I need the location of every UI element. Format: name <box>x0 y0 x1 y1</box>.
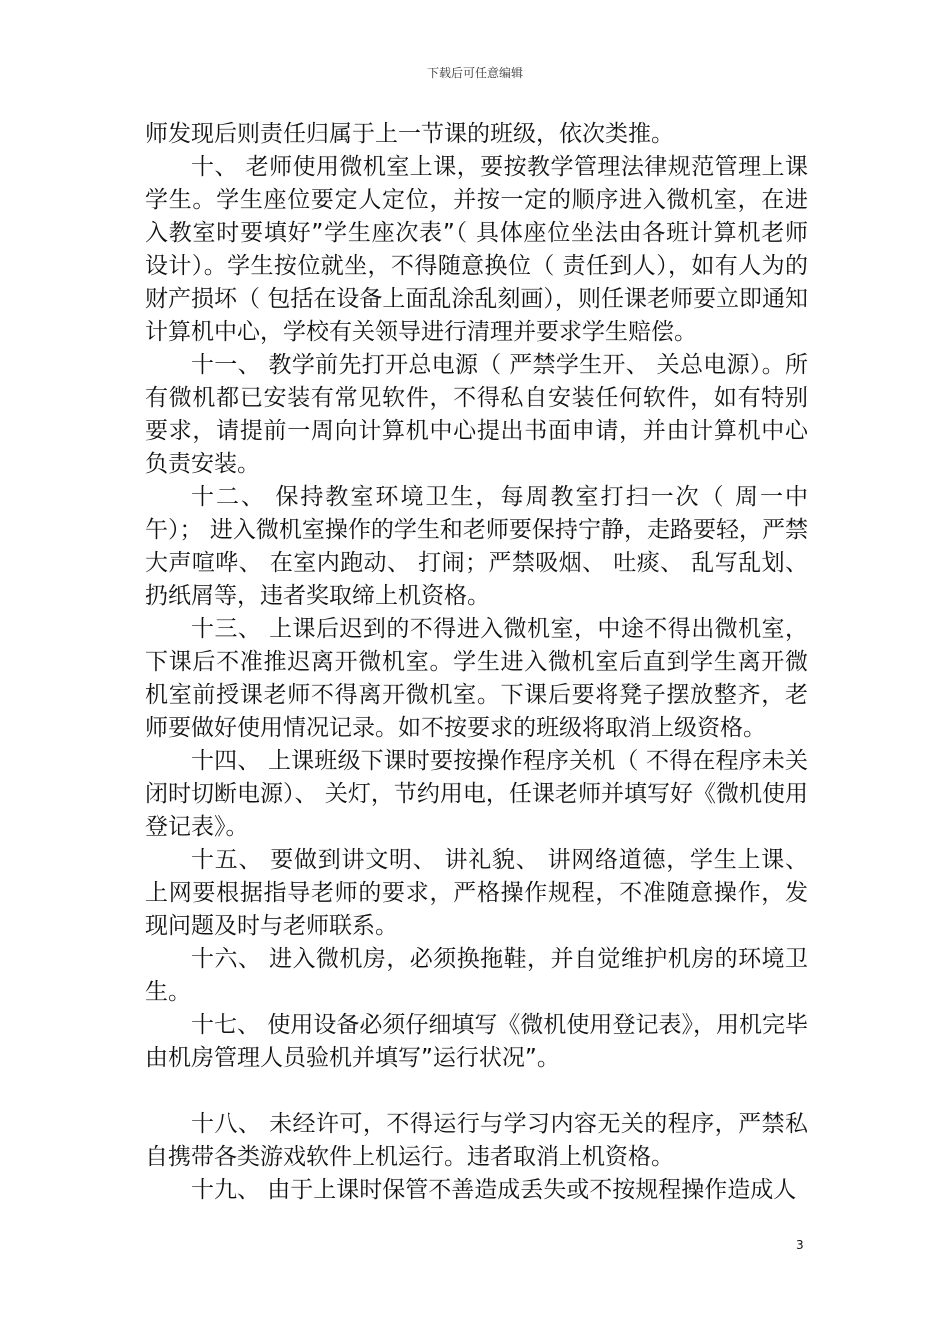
paragraph-item-13: 十三、 上课后迟到的不得进入微机室，中途不得出微机室，下课后不准推迟离开微机室。学生进入微机室后直到学生离开微机室前授课老师不得离开微机室。下课后要将凳子摆放整齐，老师要做好使用情况记录。如不按要求的班级将取消上级资格。 <box>145 616 808 741</box>
paragraph-item-19: 十九、 由于上课时保管不善造成丢失或不按规程操作造成人 <box>191 1177 797 1203</box>
paragraph-item-10: 十、 老师使用微机室上课，要按教学管理法律规范管理上课学生。学生座位要定人定位，并按一定的顺序进入微机室，在进入教室时要填好”学生座次表”（ 具体座位坐法由各班计算机老师设计）。学生按位就坐，不得随意换位（ 责任到人），如有人为的财产损坏（ 包括在设备上面乱涂乱刻画），则任课老师要立即通知计算机中心，学校有关领导进行清理并要求学生赔偿。 <box>145 154 808 345</box>
paragraph-item-14: 十四、 上课班级下课时要按操作程序关机（ 不得在程序未关闭时切断电源）、 关灯，节约用电，任课老师并填写好《微机使用登记表》。 <box>145 748 808 840</box>
paragraph-item-18: 十八、 未经许可，不得运行与学习内容无关的程序，严禁私自携带各类游戏软件上机运行。违者取消上机资格。 <box>145 1111 808 1170</box>
paragraph-continuation: 师发现后则责任归属于上一节课的班级，依次类推。 <box>145 121 674 147</box>
paragraph-item-16: 十六、 进入微机房，必须换拖鞋，并自觉维护机房的环境卫生。 <box>145 946 808 1005</box>
blank-line <box>145 1075 808 1108</box>
page-header: 下载后可任意编辑 <box>426 66 523 80</box>
paragraph-item-11: 十一、 教学前先打开总电源（ 严禁学生开、 关总电源）。所有微机都已安装有常见软件，不得私自安装任何软件，如有特别要求，请提前一周向计算机中心提出书面申请，并由计算机中心负责安装。 <box>145 352 808 477</box>
paragraph-item-17: 十七、 使用设备必须仔细填写《微机使用登记表》，用机完毕由机房管理人员验机并填写”运行状况”。 <box>145 1012 808 1071</box>
paragraph-item-15: 十五、 要做到讲文明、 讲礼貌、 讲网络道德，学生上课、上网要根据指导老师的要求，严格操作规程，不准随意操作，发现问题及时与老师联系。 <box>145 847 808 939</box>
document-body <box>145 118 808 1207</box>
paragraph-item-12: 十二、 保持教室环境卫生，每周教室打扫一次（ 周一中午）； 进入微机室操作的学生和老师要保持宁静，走路要轻，严禁大声喧哗、 在室内跑动、 打闹；严禁吸烟、 吐痰、 乱写乱划、 扔纸屑等，违者奖取缔上机资格。 <box>145 484 808 609</box>
page-number: 3 <box>796 1238 804 1252</box>
